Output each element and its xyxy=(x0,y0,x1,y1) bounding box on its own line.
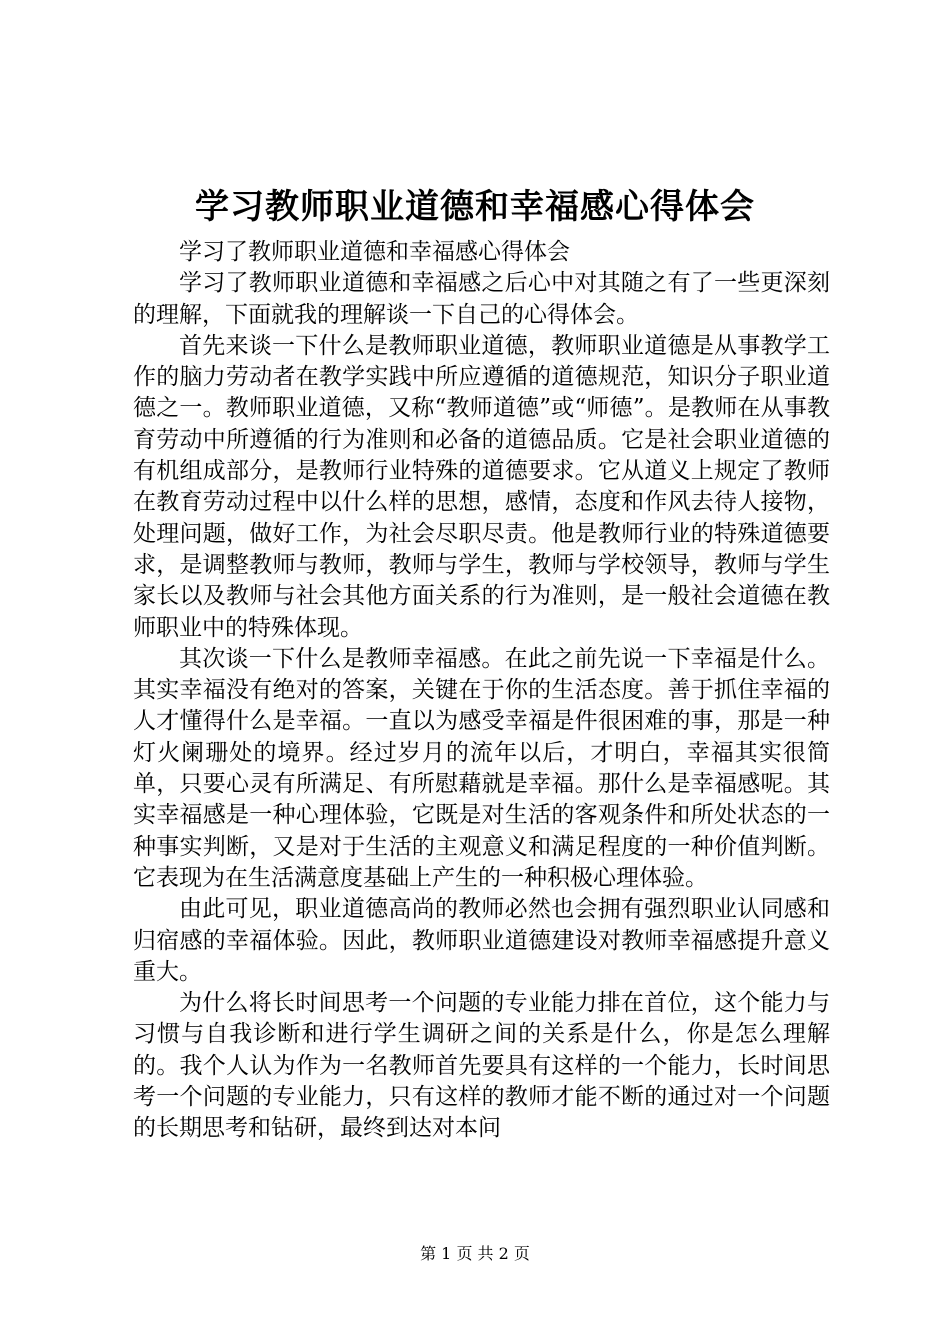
paragraph-intro: 学习了教师职业道德和幸福感之后心中对其随之有了一些更深刻的理解，下面就我的理解谈一下自己的心得体会。 xyxy=(133,270,830,328)
paragraph-subtitle: 学习了教师职业道德和幸福感心得体会 xyxy=(179,239,570,265)
document-body xyxy=(133,237,830,1145)
paragraph-happiness-definition: 其次谈一下什么是教师幸福感。在此之前先说一下幸福是什么。其实幸福没有绝对的答案，关键在于你的生活态度。善于抓住幸福的人才懂得什么是幸福。一直以为感受幸福是件很困难的事，那是一种灯火阑珊处的境界。经过岁月的流年以后，才明白，幸福其实很简单，只要心灵有所满足、有所慰藉就是幸福。那什么是幸福感呢。其实幸福感是一种心理体验，它既是对生活的客观条件和所处状态的一种事实判断，又是对于生活的主观意义和满足程度的一种价值判断。它表现为在生活满意度基础上产生的一种积极心理体验。 xyxy=(133,645,830,891)
document-title: 学习教师职业道德和幸福感心得体会 xyxy=(195,187,755,227)
paragraph-professional-ability: 为什么将长时间思考一个问题的专业能力排在首位，这个能力与习惯与自我诊断和进行学生调研之间的关系是什么，你是怎么理解的。我个人认为作为一名教师首先要具有这样的一个能力，长时间思考一个问题的专业能力，只有这样的教师才能不断的通过对一个问题的长期思考和钻研，最终到达对本问 xyxy=(133,990,830,1142)
paragraph-ethics-definition: 首先来谈一下什么是教师职业道德，教师职业道德是从事教学工作的脑力劳动者在教学实践中所应遵循的道德规范，知识分子职业道德之一。教师职业道德，又称“教师道德”或“师德”。是教师在从事教育劳动中所遵循的行为准则和必备的道德品质。它是社会职业道德的有机组成部分，是教师行业特殊的道德要求。它从道义上规定了教师在教育劳动过程中以什么样的思想，感情，态度和作风去待人接物，处理问题，做好工作，为社会尽职尽责。他是教师行业的特殊道德要求，是调整教师与教师，教师与学生，教师与学校领导，教师与学生家长以及教师与社会其他方面关系的行为准则，是一般社会道德在教师职业中的特殊体现。 xyxy=(133,332,830,641)
paragraph-conclusion: 由此可见，职业道德高尚的教师必然也会拥有强烈职业认同感和归宿感的幸福体验。因此，教师职业道德建设对教师幸福感提升意义重大。 xyxy=(133,896,830,985)
page-number-footer: 第 1 页 共 2 页 xyxy=(420,1244,530,1263)
